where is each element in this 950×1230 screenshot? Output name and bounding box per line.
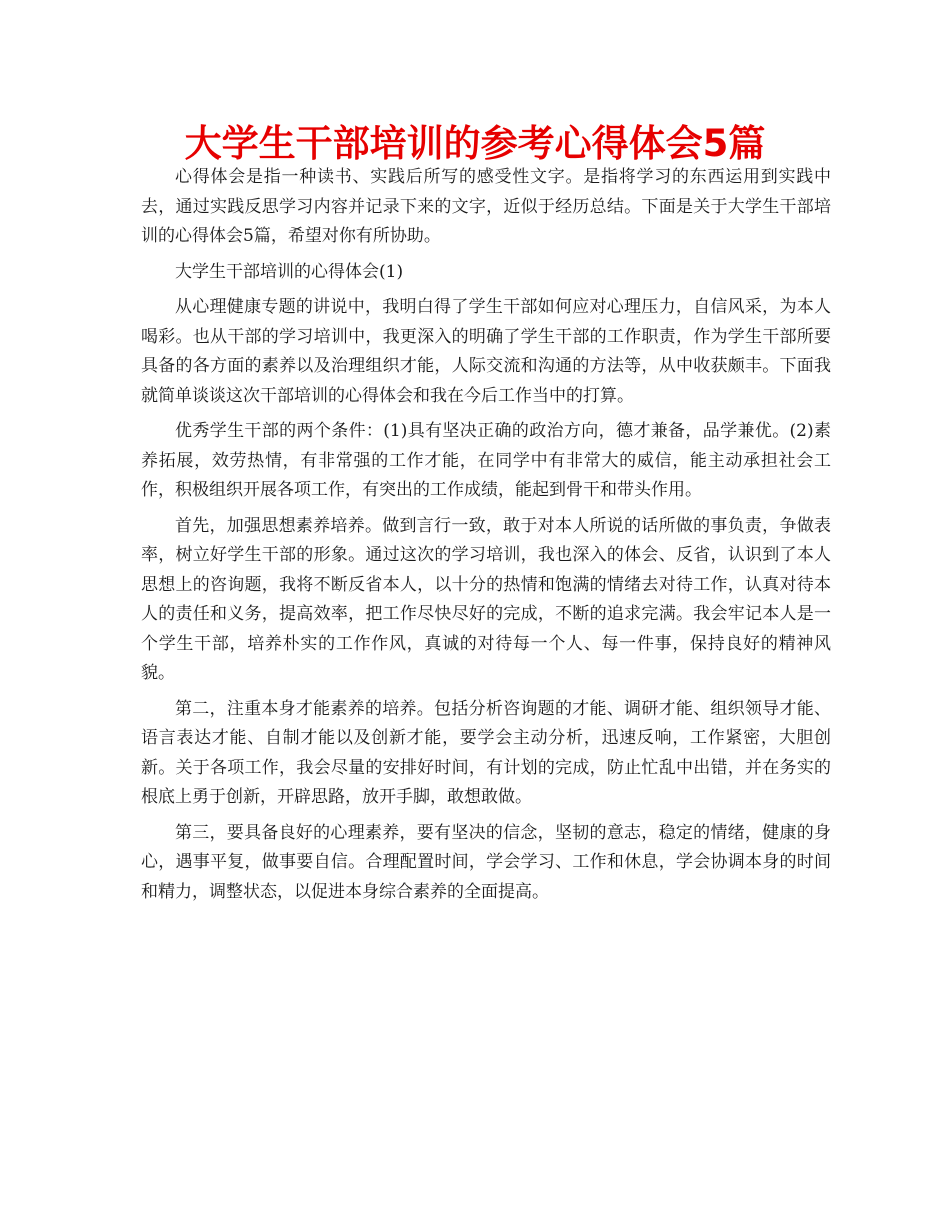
document-body [141,163,831,913]
paragraph: 第二，注重本身才能素养的培养。包括分析咨询题的才能、调研才能、组织领导才能、语言表达才能、自制才能以及创新才能，要学会主动分析，迅速反响，工作紧密，大胆创新。关于各项工作，我会尽量的安排好时间，有计划的完成，防止忙乱中出错，并在务实的根底上勇于创新，开辟思路，放开手脚，敢想敢做。 [141,698,831,807]
document-title: 大学生干部培训的参考心得体会5篇 [184,122,766,165]
paragraph: 首先，加强思想素养培养。做到言行一致，敢于对本人所说的话所做的事负责，争做表率，树立好学生干部的形象。通过这次的学习培训，我也深入的体会、反省，认识到了本人思想上的咨询题，我将不断反省本人，以十分的热情和饱满的情绪去对待工作，认真对待本人的责任和义务，提高效率，把工作尽快尽好的完成，不断的追求完满。我会牢记本人是一个学生干部，培养朴实的工作作风，真诚的对待每一个人、每一件事，保持良好的精神风貌。 [141,515,831,683]
section-heading: 大学生干部培训的心得体会(1) [175,261,404,282]
paragraph-intro: 心得体会是指一种读书、实践后所写的感受性文字。是指将学习的东西运用到实践中去，通过实践反思学习内容并记录下来的文字，近似于经历总结。下面是关于大学生干部培训的心得体会5篇，希望对你有所协助。 [141,167,831,246]
paragraph: 从心理健康专题的讲说中，我明白得了学生干部如何应对心理压力，自信风采，为本人喝彩。也从干部的学习培训中，我更深入的明确了学生干部的工作职责，作为学生干部所要具备的各方面的素养以及治理组织才能，人际交流和沟通的方法等，从中收获颇丰。下面我就简单谈谈这次干部培训的心得体会和我在今后工作当中的打算。 [141,297,831,406]
paragraph: 第三，要具备良好的心理素养，要有坚决的信念，坚韧的意志，稳定的情绪，健康的身心，遇事平复，做事要自信。合理配置时间，学会学习、工作和休息，学会协调本身的时间和精力，调整状态，以促进本身综合素养的全面提高。 [141,822,831,902]
paragraph: 优秀学生干部的两个条件：(1)具有坚决正确的政治方向，德才兼备，品学兼优。(2)素养拓展，效劳热情，有非常强的工作才能，在同学中有非常大的威信，能主动承担社会工作，积极组织开展各项工作，有突出的工作成绩，能起到骨干和带头作用。 [141,421,831,500]
